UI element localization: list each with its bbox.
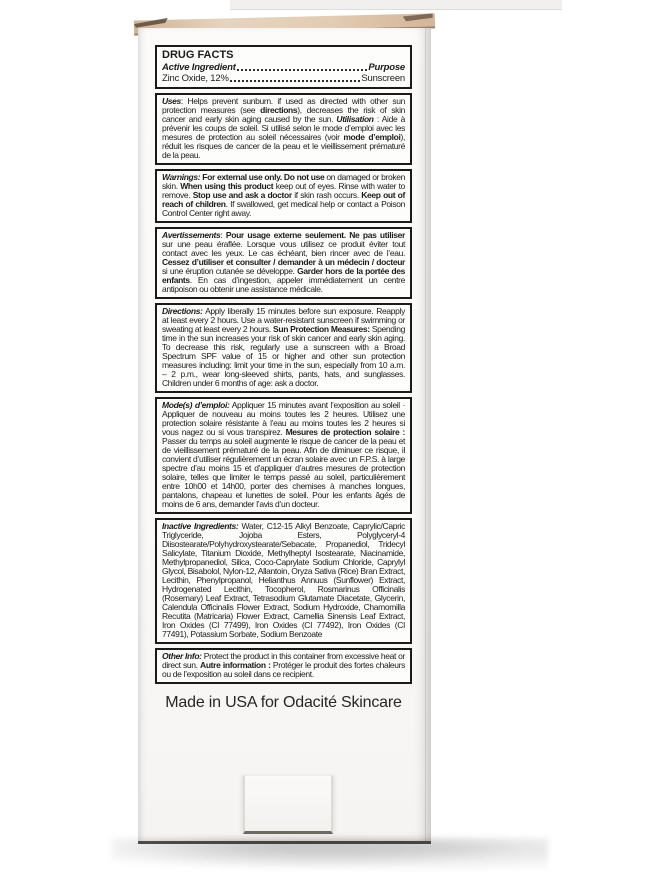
drug-facts-panel [155, 45, 412, 684]
text-run: When using this product [180, 181, 274, 191]
other-info-text [162, 652, 405, 679]
section-warnings [155, 169, 412, 223]
text-run: Cessez d’utiliser et consulter / demander à un médecin / docteur [162, 257, 405, 267]
purpose-label: Purpose [368, 62, 405, 73]
text-run: : [220, 230, 226, 240]
dot-leader [237, 69, 368, 71]
uses-text [162, 97, 405, 160]
text-run: if skin rash occurs. [291, 190, 362, 200]
text-run: Inactive Ingredients: [162, 521, 239, 531]
text-run: Spending time in the sun increases your risk of skin cancer and early skin aging. To decrease this risk, regularly use a sunscreen with a Broad Spectrum SPF value of 15 or higher and other sun protection measures including: limit your time in the sun, especially from 10 a.m. – 2 p.m., wear long-sleeved shirts, pants, hats, and sunglasses. Children under 6 months of age: ask a doctor. [162, 324, 405, 388]
text-run: Stop use and ask a doctor [192, 190, 292, 200]
purpose-value: Sunscreen [361, 73, 405, 84]
text-run: Sun Protection Measures: [273, 324, 370, 334]
active-ingredient-row [162, 62, 405, 73]
section-other-info [155, 648, 412, 684]
text-run: mode d’emploi [343, 132, 401, 142]
text-run: Passer du temps au soleil augmente le risque de cancer de la peau et de vieillissement prématuré de la peau. Afin de diminuer ce risque, il convient d’utiliser régulièrement un écran solaire avec un F.P.S. à large spectre d’au moins 15 et d’appliquer d’autres mesures de protection solaire, telles que limiter le temps passé au soleil, particulièrement entre 10h00 et 14h00, porter des chemises à manches longues, pantalons, chapeau et lunettes de soleil. Pour les enfants âgés de moins de 6 ans, demander l’avis d’un docteur. [162, 436, 405, 509]
text-run: Keep out of reach of children [162, 190, 405, 209]
text-run: : Aide à prévenir les coups de soleil. Si utilisé selon le mode d’emploi avec les mesures de protection au soleil nécessaires (voir [162, 114, 405, 142]
inactive-ingredients-text [162, 522, 405, 639]
text-run: on damaged or broken skin. [162, 172, 405, 191]
made-in-usa-line: Made in USA for Odacité Skincare [165, 694, 402, 711]
section-drug-facts-header [155, 45, 412, 89]
text-run: . If swallowed, get medical help or contact a Poison Control Center right away. [162, 199, 405, 218]
text-run: . En cas d’ingestion, appeler immédiatement un centre antipoison ou obtenir une assistance médicale. [162, 275, 405, 294]
text-run: keep out of eyes. Rinse with water to remove. [162, 181, 405, 200]
text-run: ), decreases the risk of skin cancer and early skin aging caused by the sun. [162, 105, 405, 124]
text-run: For external use only. Do not use [202, 172, 325, 182]
background-shelf-edge [230, 0, 562, 10]
directions-text [162, 307, 405, 388]
text-run: Mode(s) d’emploi: [162, 400, 230, 410]
text-run: Apply liberally 15 minutes before sun exposure. Reapply at least every 2 hours. Use a water-resistant sunscreen if swimming or sweating at least every 2 hours. [162, 306, 405, 334]
box-shadow [112, 838, 548, 872]
sunscreen-box [138, 16, 431, 844]
box-bottom-tuck-flap [243, 775, 333, 834]
section-inactive-ingredients [155, 518, 412, 644]
drug-facts-title: DRUG FACTS [162, 49, 234, 61]
section-directions [155, 303, 412, 393]
ingredient-value: Zinc Oxide, 12% [162, 73, 229, 84]
text-run: Protect the product in this container from excessive heat or direct sun. [162, 651, 406, 670]
avertissements-text [162, 231, 405, 294]
text-run: Garder hors de la portée des enfants [162, 266, 405, 285]
text-run: Autre information : [200, 660, 271, 670]
text-run: Other Info: [162, 651, 202, 661]
text-run: directions [260, 105, 298, 115]
text-run: sur une peau éraflée. Lorsque vous utilisez ce produit éviter tout contact avec les yeux. Le cas échéant, bien rincer avec de l’eau. [162, 239, 405, 258]
dot-leader [230, 80, 361, 82]
section-uses [155, 93, 412, 165]
text-run: Utilisation [336, 114, 374, 124]
text-run: Protéger le produit des fortes chaleurs ou de l’exposition au soleil dans ce recipient. [162, 660, 406, 679]
warnings-text [162, 173, 405, 218]
text-run: : Helps prevent sunburn. if used as directed with other sun protection measures (see [162, 96, 405, 115]
text-run: Appliquer 15 minutes avant l’exposition au soleil · Appliquer de nouveau au moins toutes les 2 heures. Utilisez une protection solaire résistante à l’eau au moins toutes les 2 heures si vous nagez ou si vous transpirez. [162, 400, 405, 437]
box-front-panel [138, 28, 431, 844]
section-avertissements [155, 227, 412, 299]
section-mode-demploi [155, 397, 412, 514]
mode-demploi-text [162, 401, 405, 509]
text-run: Warnings: [162, 172, 201, 182]
text-run: Uses [162, 96, 181, 106]
text-run: ), réduit les risques de cancer de la peau et le vieillissement prématuré de la peau. [162, 132, 405, 160]
text-run: Mesures de protection solaire : [285, 427, 405, 437]
text-run: Water, C12-15 Alkyl Benzoate, Caprylic/Capric Triglyceride, Jojoba Esters, Polyglyceryl-4 Diisostearate/Polyhydroxystearate/Sebacate, Propanediol, Tridecyl Salicylate, Titanium Dioxide, Methylheptyl Isostearate, Niacinamide, Methylpropanediol, Silica, Coco-Caprylate Sodium Chloride, Caprylyl Glycol, Bisabolol, Nylon-12, Allantoin, Oryza Sativa (Rice) Bran Extract, Lecithin, Phenylpropanol, Helianthus Annuus (Sunflower) Extract, Hydrogenated Lecithin, Tocopherol, Rosmarinus Officinalis (Rosemary) Leaf Extract, Tetrasodium Glutamate Diacetate, Glycerin, Calendula Officinalis Flower Extract, Sodium Hydroxide, Chamomilla Recutita (Matricaria) Flower Extract, Camellia Sinensis Leaf Extract, Iron Oxides (CI 77499), Iron Oxides (CI 77492), Iron Oxides (CI 77491), Potassium Sorbate, Sodium Benzoate [162, 521, 405, 639]
ingredient-value-row [162, 73, 405, 84]
text-run: si une éruption cutanée se développe. [162, 266, 298, 276]
text-run: Pour usage externe seulement. Ne pas utiliser [225, 230, 405, 240]
text-run: Directions: [162, 306, 203, 316]
active-ingredient-label: Active Ingredient [162, 62, 236, 73]
text-run: Avertissements [162, 230, 221, 240]
